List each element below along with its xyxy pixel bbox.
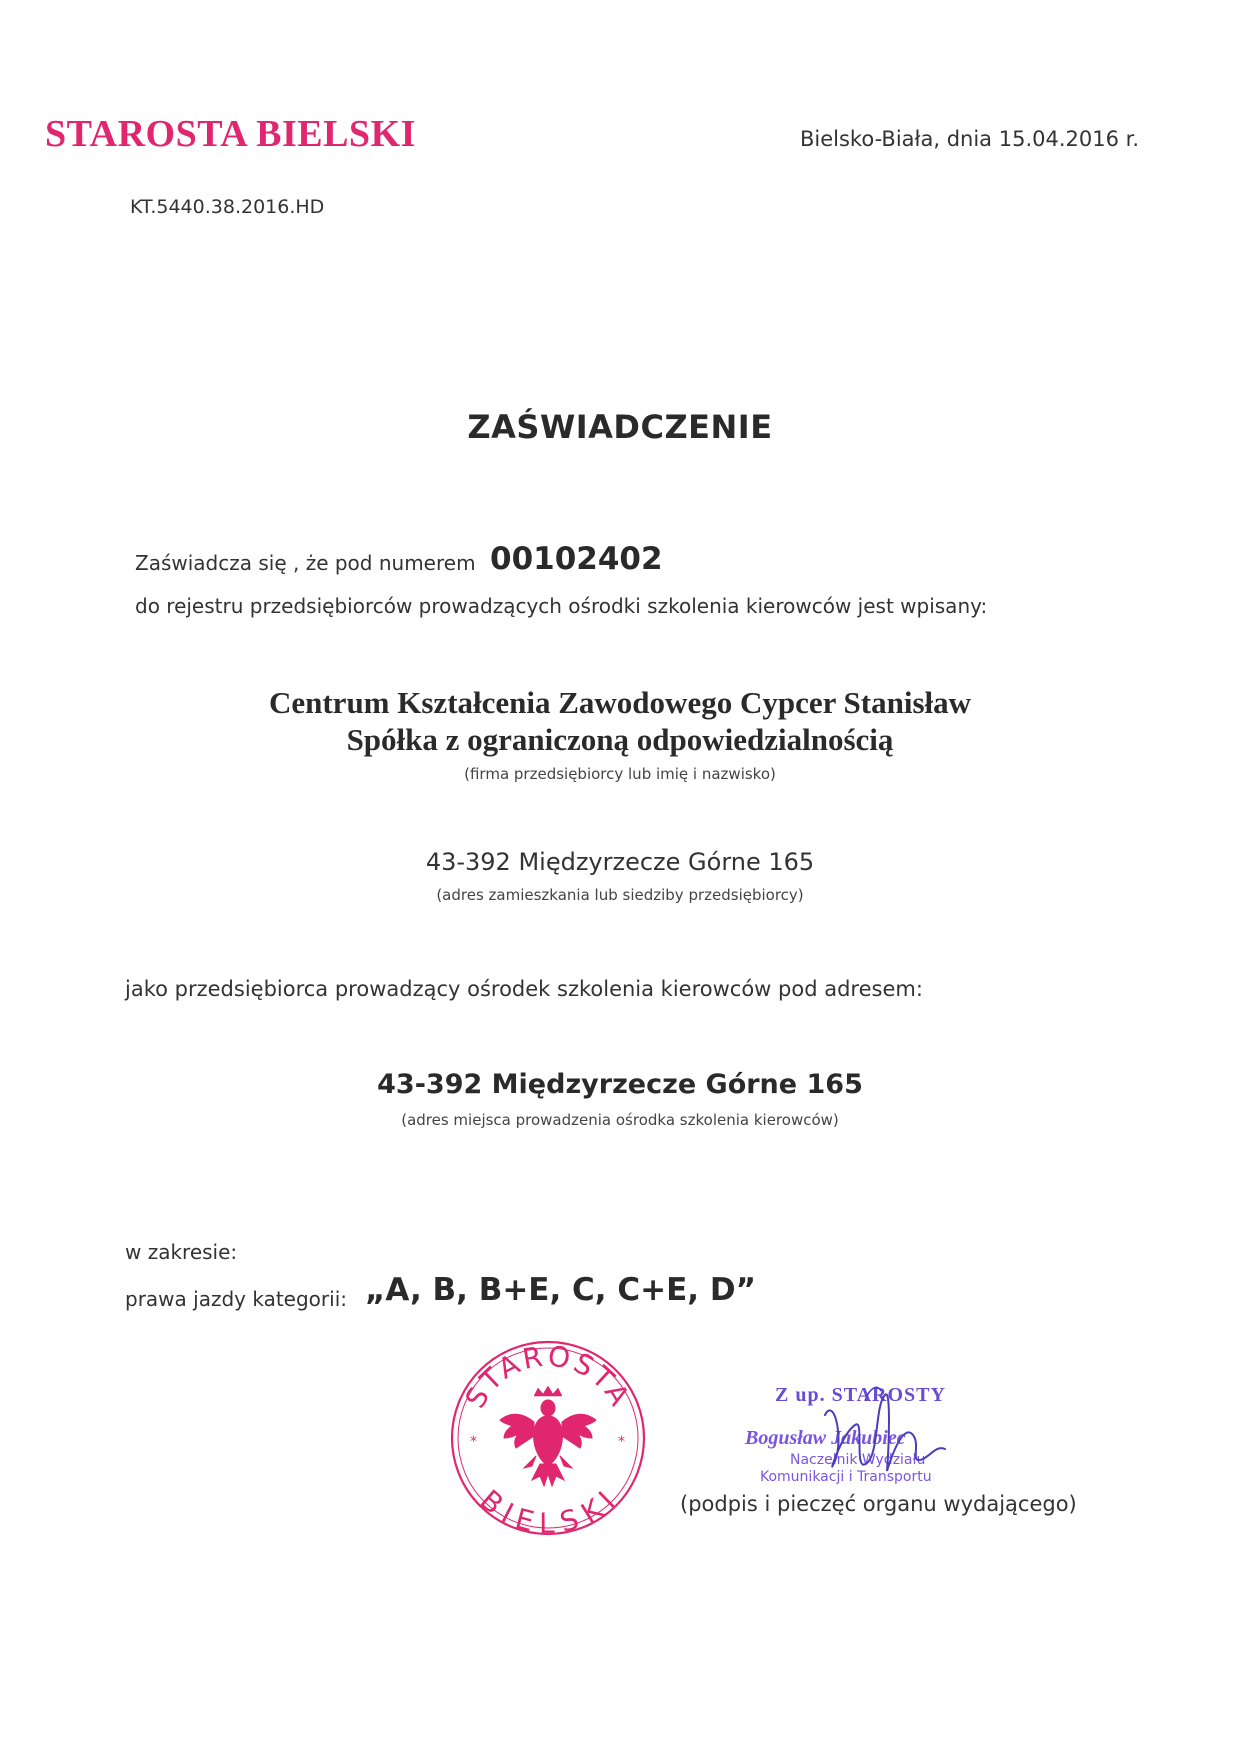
seal-top-text-path: STAROSTA [458, 1339, 638, 1414]
document-title: ZAŚWIADCZENIE [467, 408, 773, 446]
company-name-line-2: Spółka z ograniczoną odpowiedzialnością [346, 722, 894, 757]
place-and-date: Bielsko-Biała, dnia 15.04.2016 r. [800, 127, 1140, 151]
license-categories: „A, B, B+E, C, C+E, D” [365, 1272, 756, 1308]
case-reference-number: KT.5440.38.2016.HD [130, 196, 325, 218]
seal-bottom-text [474, 1483, 624, 1538]
company-caption: (firma przedsiębiorcy lub imię i nazwisko) [464, 765, 776, 783]
registration-number: 00102402 [490, 541, 663, 577]
signatory-name: Bogusław Jakubiec [745, 1427, 906, 1449]
residence-address: 43-392 Międzyrzecze Górne 165 [425, 848, 815, 876]
license-category-label: prawa jazdy kategorii: [125, 1287, 347, 1311]
eagle-emblem-icon [500, 1386, 596, 1486]
scope-label: w zakresie: [125, 1240, 238, 1264]
training-center-address: 43-392 Międzyrzecze Górne 165 [377, 1069, 863, 1100]
signature-authority-stamp: Z up. STAROSTY [775, 1384, 946, 1406]
company-name-line-1: Centrum Kształcenia Zawodowego Cypcer Stanisław [268, 685, 972, 720]
operator-statement: jako przedsiębiorca prowadzący ośrodek szkolenia kierowców pod adresem: [125, 977, 923, 1001]
signatory-role-line-1: Naczelnik Wydziału [790, 1452, 926, 1468]
seal-left-star: * [470, 1434, 477, 1450]
seal-right-star: * [618, 1434, 625, 1450]
official-seal-stamp [448, 1338, 648, 1538]
handwritten-signature [805, 1375, 955, 1495]
residence-caption: (adres zamieszkania lub siedziby przedsiębiorcy) [436, 886, 804, 904]
signature-caption: (podpis i pieczęć organu wydającego) [680, 1492, 1077, 1516]
training-center-caption: (adres miejsca prowadzenia ośrodka szkolenia kierowców) [401, 1111, 839, 1129]
signatory-role-line-2: Komunikacji i Transportu [760, 1469, 932, 1485]
certify-statement: Zaświadcza się , że pod numerem [135, 551, 476, 575]
register-statement: do rejestru przedsiębiorców prowadzących ośrodki szkolenia kierowców jest wpisany: [135, 594, 988, 618]
seal-bottom-text-path: BIELSKI [473, 1483, 624, 1538]
issuing-authority-heading: STAROSTA BIELSKI [45, 113, 416, 155]
